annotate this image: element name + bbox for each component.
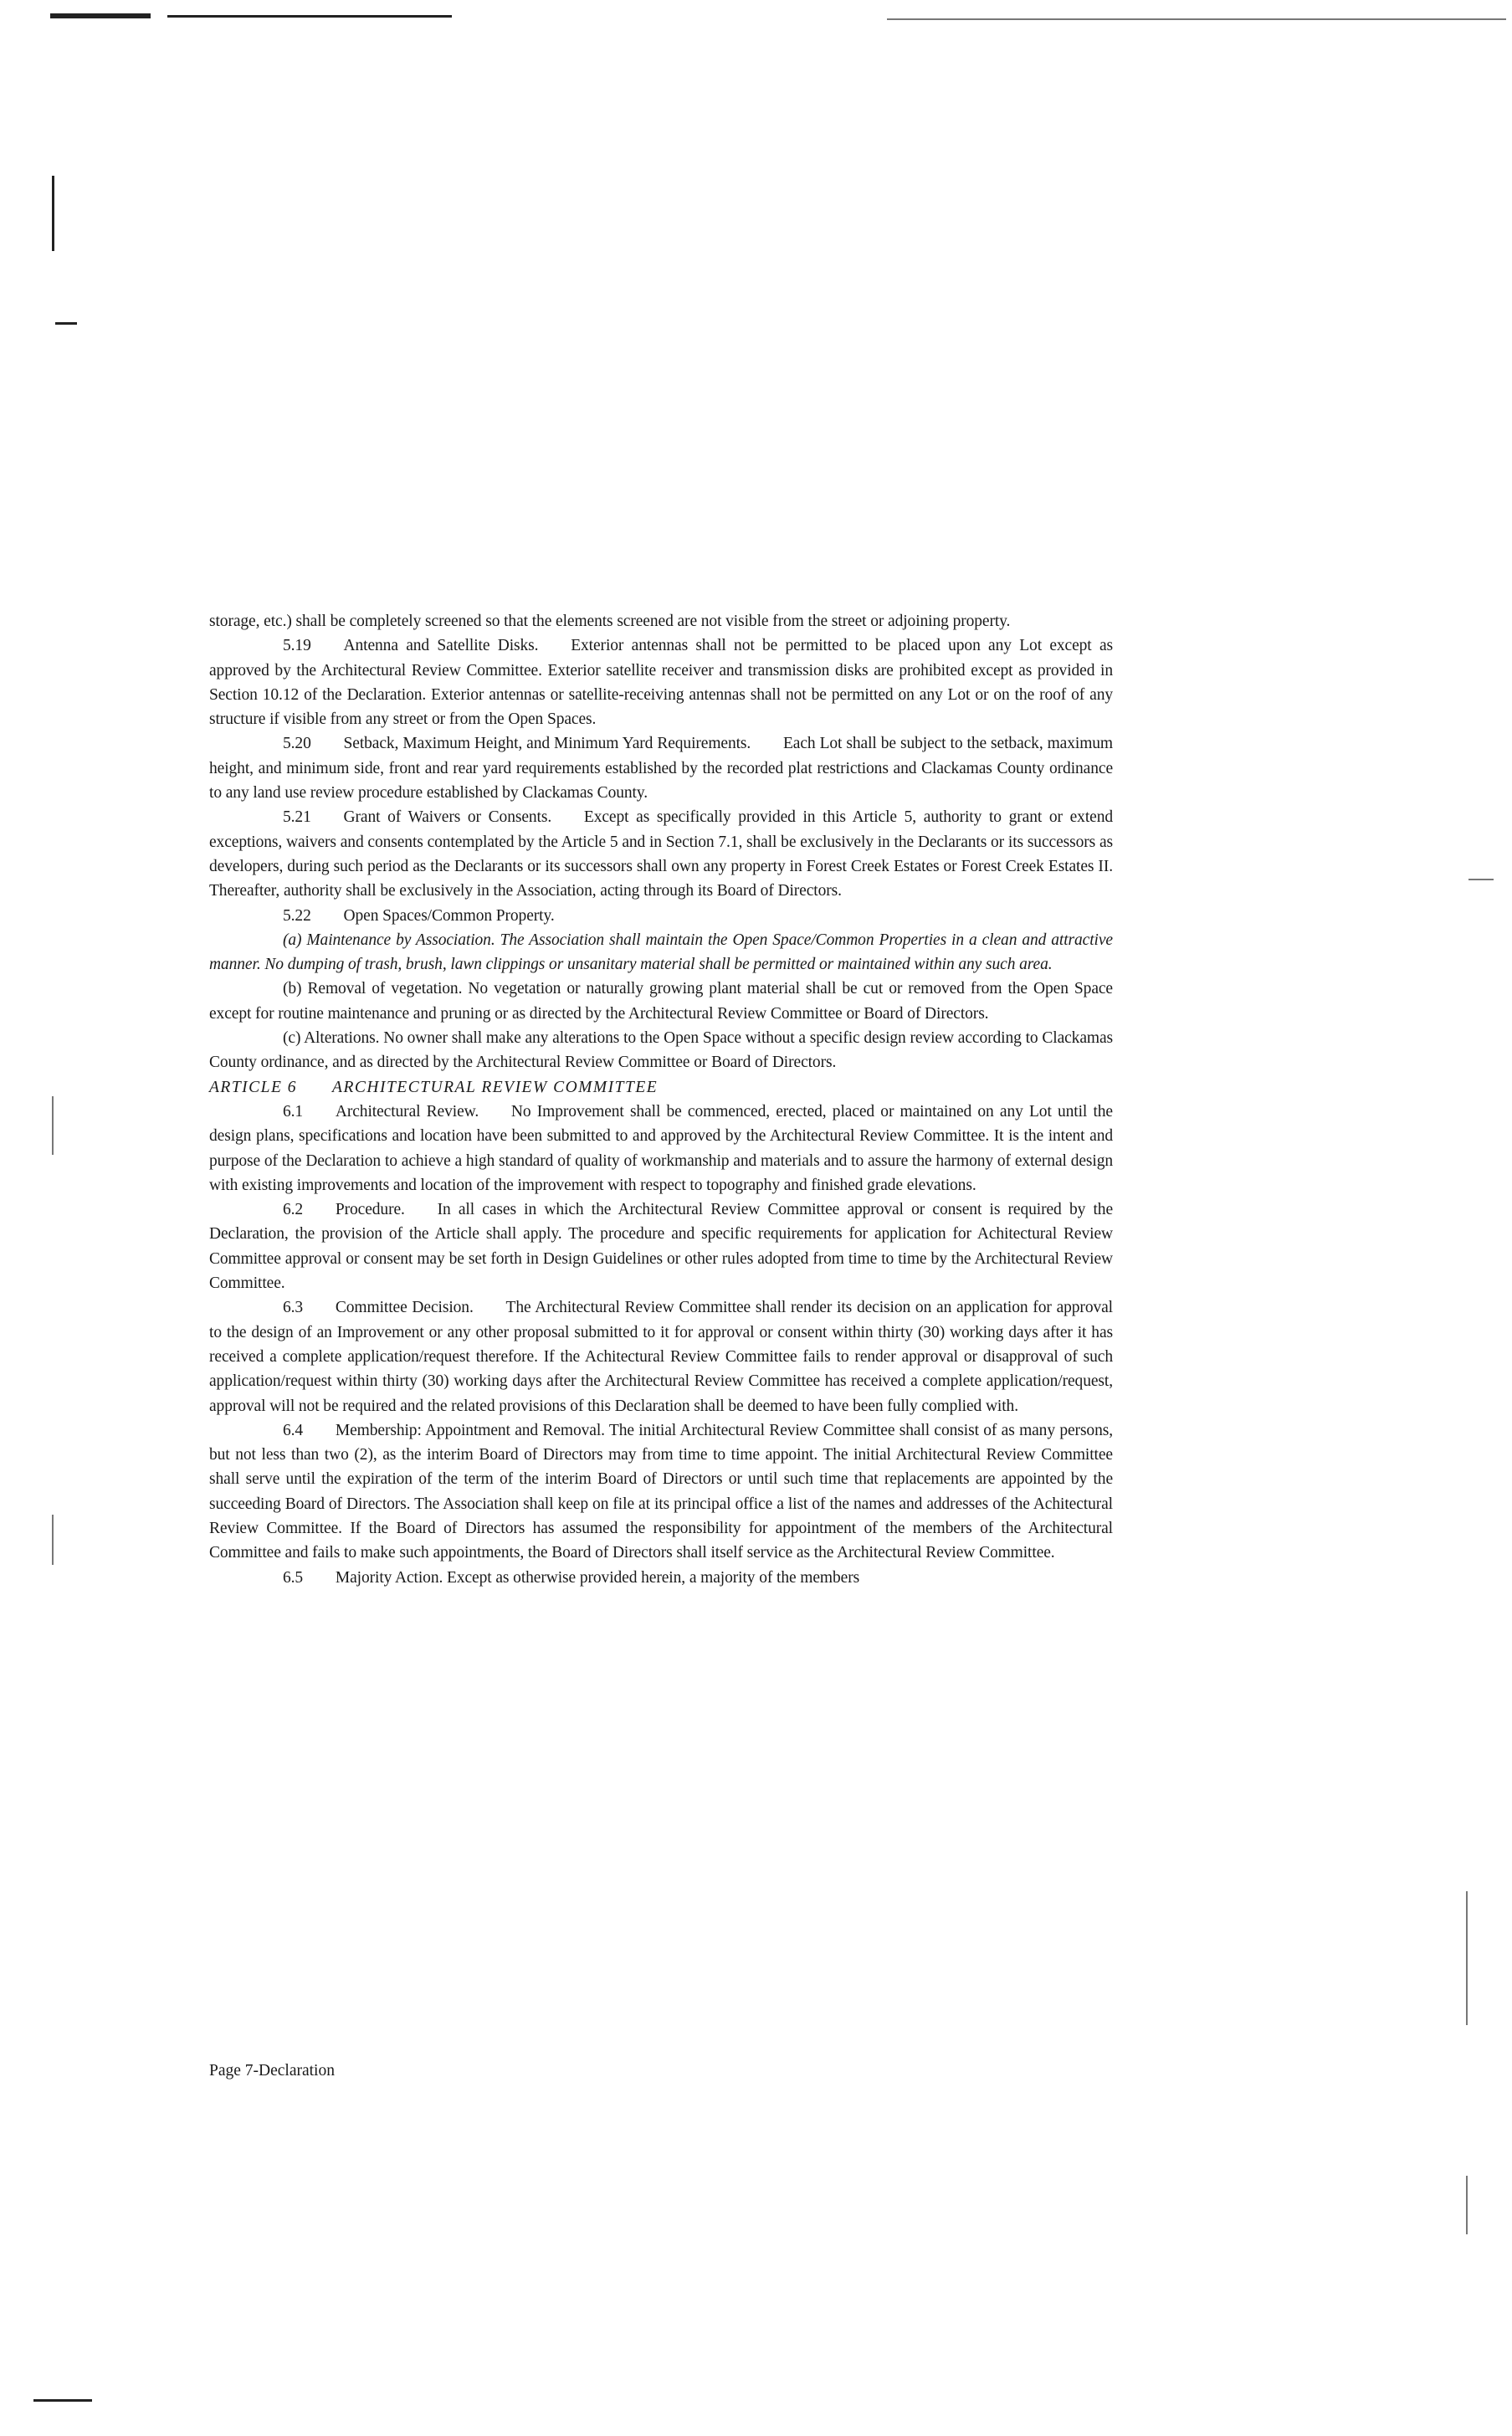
paragraph-5-19-antenna: 5.19 Antenna and Satellite Disks. Exterior antennas shall not be permitted to be placed upon any Lot except as approved by the Architectural Review Committee. Exterior satellite receiver and transmission disks are prohibited except as provided in Section 10.12 of the Declaration. Exterior antennas or satellite-receiving antennas shall not be permitted on any Lot or on the roof of any structure if visible from any street or from the Open Spaces. <box>209 637 1113 729</box>
paragraph-6-4-membership: 6.4 Membership: Appointment and Removal. The initial Architectural Review Committee shall consist of as many persons, but not less than two (2), as the interim Board of Directors may from time to time appoint. The initial Architectural Review Committee shall serve until the expiration of the term of the interim Board of Directors or until such time that replacements are appointed by the succeeding Board of Directors. The Association shall keep on file at its principal office a list of the names and addresses of the Achitectural Review Committee. If the Board of Directors has assumed the responsibility for appointment of the members of the Architectural Committee and fails to make such appointments, the Board of Directors shall itself service as the Architectural Review Committee. <box>209 1421 1113 1562</box>
paragraph-5-22-c-alterations: (c) Alterations. No owner shall make any alterations to the Open Space without a specific design review according to Clackamas County ordinance, and as directed by the Architectural Review Committee or Board of Directors. <box>209 1029 1113 1072</box>
paragraph-5-21-waivers: 5.21 Grant of Waivers or Consents. Except as specifically provided in this Article 5, authority to grant or extend exceptions, waivers and consents contemplated by the Article 5 and in Section 7.1, shall be exclusively in the Declarants or its successors as developers, during such period as the Declarants or its successors shall own any property in Forest Creek Estates or Forest Creek Estates II. Thereafter, authority shall be exclusively in the Association, acting through its Board of Directors. <box>209 808 1113 900</box>
page-footer: Page 7-Declaration <box>209 2062 335 2080</box>
paragraph-6-1-review: 6.1 Architectural Review. No Improvement shall be commenced, erected, placed or maintained on any Lot until the design plans, specifications and location have been submitted to and approved by the Architectural Review Committee. It is the intent and purpose of the Declaration to achieve a high standard of quality of workmanship and materials and to assure the harmony of external design with existing improvements and location of the improvement with respect to topography and finished grade elevations. <box>209 1102 1113 1194</box>
scan-mark-left-lower-2 <box>52 1515 54 1565</box>
paragraph-5-22-open-spaces: 5.22 Open Spaces/Common Property. <box>283 906 555 925</box>
scan-mark-right-vertical-2 <box>1466 2176 1468 2234</box>
declaration-body <box>209 609 1113 1590</box>
scan-mark-left-lower <box>52 1096 54 1155</box>
paragraph-6-3-decision: 6.3 Committee Decision. The Architectural Review Committee shall render its decision on an application for approval to the design of an Improvement or any other proposal submitted to it for approval or consent within thirty (30) working days after it has received a complete application/request therefore. If the Achitectural Review Committee fails to render approval or disapproval of such application/request within thirty (30) working days after the Architectural Review Committee has received a complete application/request, approval will not be required and the related provisions of this Declaration shall be deemed to have been fully complied with. <box>209 1299 1113 1415</box>
article-6-heading: ARTICLE 6 ARCHITECTURAL REVIEW COMMITTEE <box>209 1078 659 1096</box>
paragraph-5-22-a-maintenance: (a) Maintenance by Association. The Association shall maintain the Open Space/Common Properties in a clean and attractive manner. No dumping of trash, brush, lawn clippings or unsanitary material shall be permitted or maintained within any such area. <box>209 931 1113 974</box>
scan-mark-left-dash <box>55 322 77 325</box>
paragraph-6-5-majority: 6.5 Majority Action. Except as otherwise provided herein, a majority of the members <box>283 1568 860 1587</box>
paragraph-6-2-procedure: 6.2 Procedure. In all cases in which the Architectural Review Committee approval or consent is required by the Declaration, the provision of the Article shall apply. The procedure and specific requirements for application for Achitectural Review Committee approval or consent may be set forth in Design Guidelines or other rules adopted from time to time by the Architectural Review Committee. <box>209 1201 1113 1293</box>
scan-mark-top-line <box>167 15 452 18</box>
scan-mark-right-dash <box>1468 879 1494 880</box>
scan-mark-top-right-line <box>887 18 1506 20</box>
paragraph-5-22-b-vegetation: (b) Removal of vegetation. No vegetation or naturally growing plant material shall be cut or removed from the Open Space except for routine maintenance and pruning or as directed by the Architectural Review Committee or Board of Directors. <box>209 980 1113 1023</box>
scan-mark-left-vertical <box>52 176 54 251</box>
scan-mark-top-left <box>50 13 151 18</box>
paragraph-screening: storage, etc.) shall be completely screened so that the elements screened are not visible from the street or adjoining property. <box>209 613 1011 630</box>
paragraph-5-20-setback: 5.20 Setback, Maximum Height, and Minimum Yard Requirements. Each Lot shall be subject to the setback, maximum height, and minimum side, front and rear yard requirements established by the recorded plat restrictions and Clackamas County ordinance to any land use review procedure established by Clackamas County. <box>209 735 1113 803</box>
scan-mark-right-vertical <box>1466 1891 1468 2025</box>
scan-mark-bottom-left <box>33 2399 92 2402</box>
